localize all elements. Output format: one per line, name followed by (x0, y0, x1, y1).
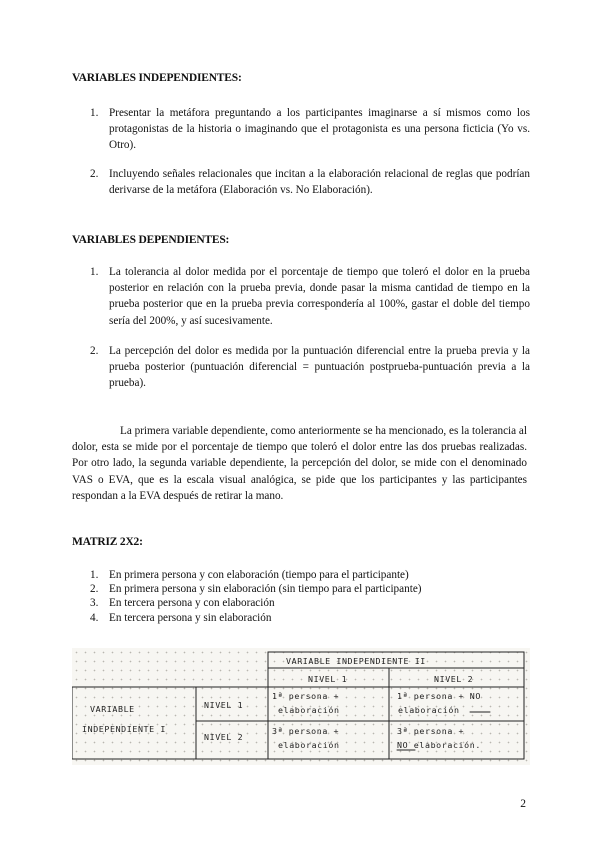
list-number: 1. (90, 266, 99, 278)
var2-label: VARIABLE INDEPENDIENTE II (286, 656, 426, 666)
list-item (90, 611, 422, 625)
var1-label-line2: INDEPENDIENTE I (82, 724, 166, 734)
list-item (90, 568, 422, 582)
list-item (90, 105, 530, 154)
list-text: La tolerancia al dolor medida por el porcentaje de tiempo que toleró el dolor en la prueba posterior en relación con la prueba previa, donde pasar la misma cantidad de tiempo en la prueba posterior que en la prueba previa correspondería al 100%, gastar el doble del tiempo sería del 200%, y así sucesivamente. (109, 266, 530, 327)
matrix-list (90, 568, 422, 625)
list-text: En tercera persona y sin elaboración (109, 611, 272, 624)
cell-text: elaboración (278, 705, 340, 715)
list-number: 2. (90, 583, 99, 596)
cell-text: 3ª persona + (272, 726, 340, 736)
list-number: 2. (90, 168, 99, 180)
col1-label: NIVEL 1 (308, 674, 348, 684)
page-number: 2 (520, 798, 526, 810)
handwritten-matrix (72, 648, 530, 765)
matrix-drawing (72, 648, 530, 765)
cell-text: NO elaboración. (397, 740, 481, 750)
list-text: En primera persona y con elaboración (tiempo para el participante) (109, 569, 409, 581)
list-item (90, 264, 530, 329)
body-paragraph: La primera variable dependiente, como anteriormente se ha mencionado, es la tolerancia al dolor, esta se mide por el porcentaje de tiempo que toleró el dolor entre las dos pruebas realizadas. Por otro lado, la segunda variable dependiente, la percepción del dolor, se mide con el denominado VAS o EVA, que es la escala visual analógica, se pide que los participantes y las participantes respondan a la EVA después de retirar la mano. (72, 425, 527, 502)
list-text: En primera persona y sin elaboración (sin tiempo para el participante) (109, 583, 422, 596)
var1-label-line1: VARIABLE (90, 704, 135, 714)
list-number: 3. (90, 597, 99, 610)
list-item (90, 596, 422, 610)
row2-label: NIVEL 2 (204, 732, 244, 742)
list-number: 1. (90, 569, 99, 581)
list-text: Presentar la metáfora preguntando a los participantes imaginarse a sí mismos como los protagonistas de la historia o imaginando que el protagonista es una persona ficticia (Yo vs. Otro). (109, 107, 530, 152)
dependent-heading: VARIABLES DEPENDIENTES: (72, 234, 230, 246)
cell-text: elaboración (398, 705, 460, 715)
row1-label: NIVEL 1 (204, 700, 244, 710)
list-item (90, 582, 422, 596)
cell-text: 1ª persona + NO (397, 691, 481, 701)
list-number: 2. (90, 345, 99, 357)
cell-text: 1ª persona + (272, 691, 340, 701)
list-text: En tercera persona y con elaboración (109, 597, 275, 610)
list-number: 1. (90, 107, 99, 119)
list-text: La percepción del dolor es medida por la puntuación diferencial entre la prueba previa y la prueba posterior (puntuación diferencial = puntuación postprueba-puntuación previa a la prueba). (109, 345, 530, 390)
col2-label: NIVEL 2 (434, 674, 474, 684)
list-text: Incluyendo señales relacionales que incitan a la elaboración relacional de reglas que podrían derivarse de la metáfora (Elaboración vs. No Elaboración). (109, 168, 530, 197)
matrix-heading: MATRIZ 2X2: (72, 536, 143, 548)
independent-heading: VARIABLES INDEPENDIENTES: (72, 72, 242, 84)
list-item (90, 166, 530, 198)
cell-text: elaboración (278, 740, 340, 750)
list-item (90, 343, 530, 392)
cell-text: 3ª persona + (397, 726, 465, 736)
list-number: 4. (90, 611, 99, 624)
